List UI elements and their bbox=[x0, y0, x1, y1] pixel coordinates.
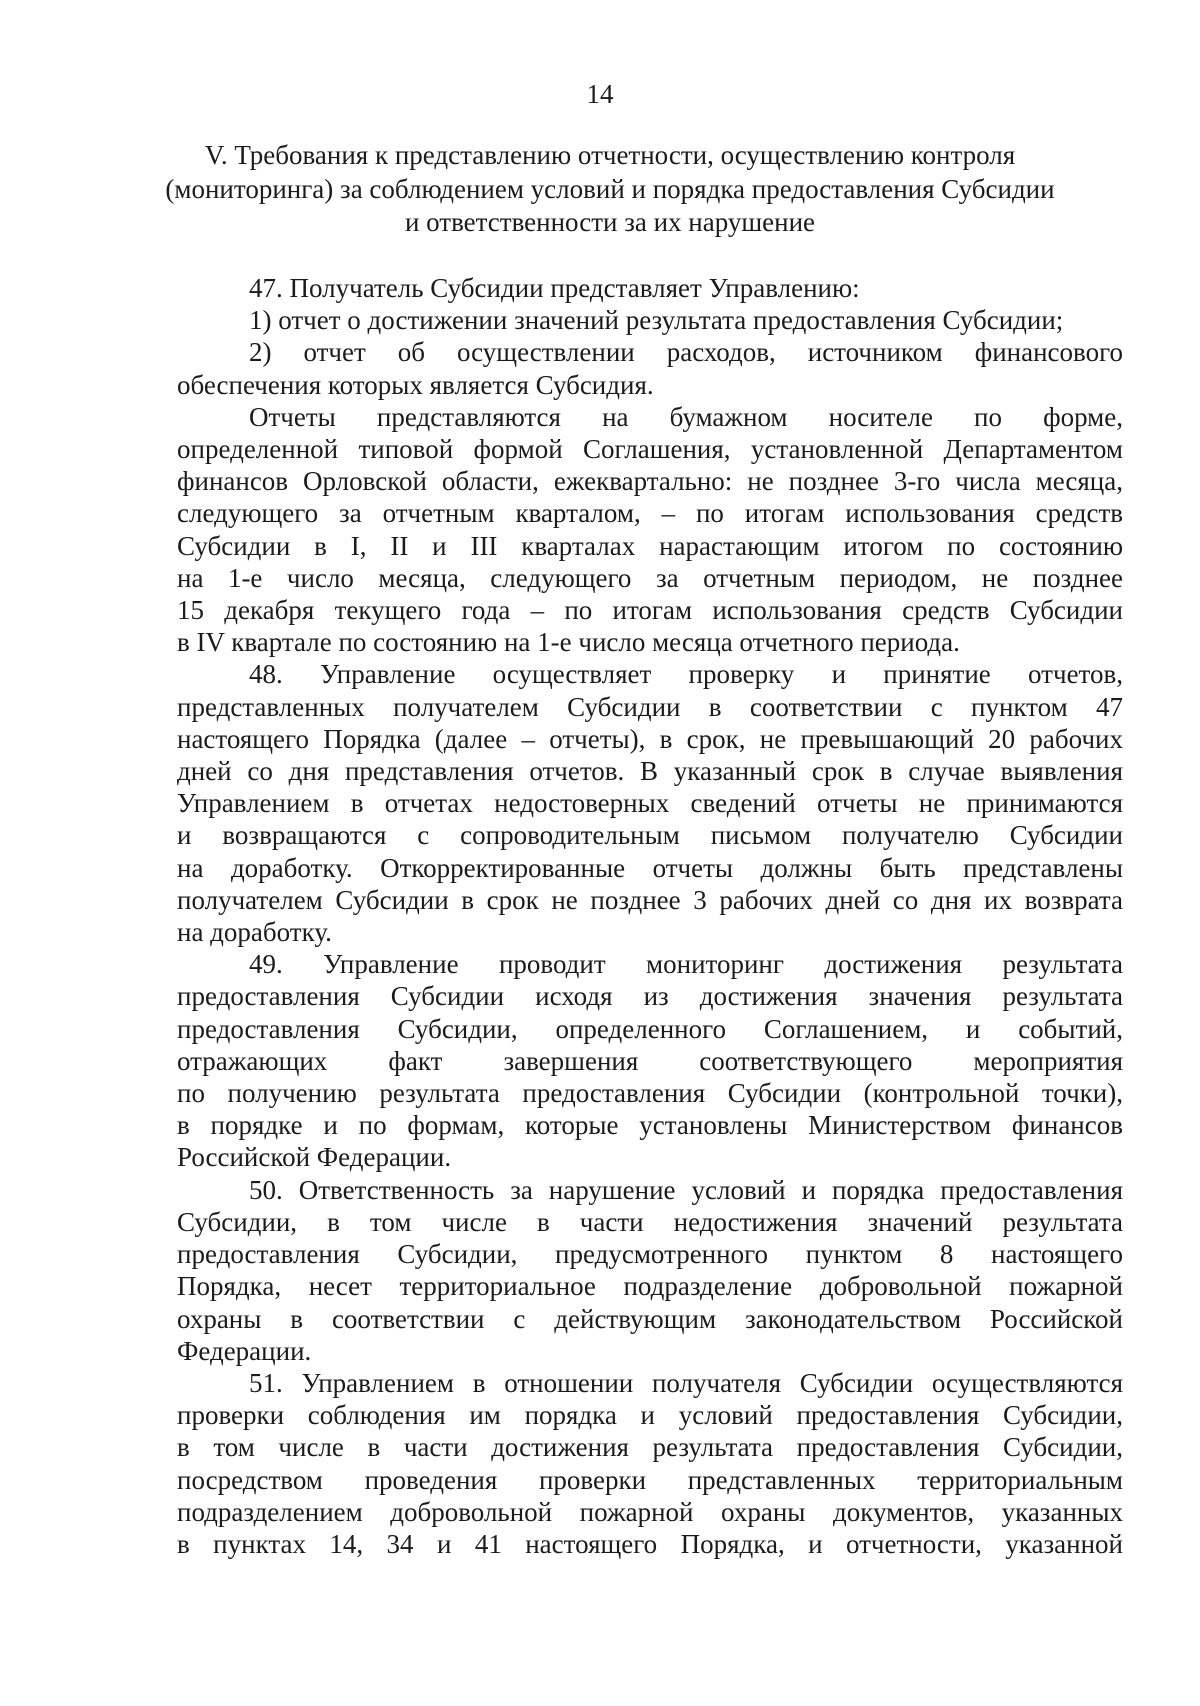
paragraph-47-item-1 bbox=[177, 304, 1123, 336]
page-number: 14 bbox=[586, 79, 614, 109]
paragraph-reports bbox=[177, 401, 1123, 659]
section-heading bbox=[160, 139, 1060, 240]
text-line: 49. Управление проводит мониторинг достижения результата bbox=[249, 949, 1123, 980]
text-line: 50. Ответственность за нарушение условий и порядка предоставления bbox=[249, 1174, 1123, 1205]
text-line: предоставления Субсидии, предусмотренного пунктом 8 настоящего bbox=[177, 1239, 1123, 1270]
text-line: в том числе в части достижения результата предоставления Субсидии, bbox=[177, 1432, 1123, 1463]
text-line: представленных получателем Субсидии в соответствии с пунктом 47 bbox=[177, 691, 1123, 722]
text-line: подразделением добровольной пожарной охраны документов, указанных bbox=[177, 1496, 1123, 1527]
text-line: Субсидии, в том числе в части недостижения значений результата bbox=[177, 1206, 1123, 1237]
text-line: Субсидии в I, II и III кварталах нарастающим итогом по состоянию bbox=[177, 530, 1123, 561]
paragraph-48 bbox=[177, 658, 1123, 948]
text-line: охраны в соответствии с действующим законодательством Российской bbox=[177, 1303, 1123, 1334]
heading-line: и ответственности за их нарушение bbox=[404, 207, 816, 237]
text-line: дней со дня представления отчетов. В указанный срок в случае выявления bbox=[177, 756, 1123, 787]
paragraph-50 bbox=[177, 1174, 1123, 1367]
text-line: настоящего Порядка (далее – отчеты), в срок, не превышающий 20 рабочих bbox=[177, 723, 1123, 754]
text-line: получателем Субсидии в срок не позднее 3 рабочих дней со дня их возврата bbox=[177, 884, 1123, 915]
text-line: и возвращаются с сопроводительным письмом получателю Субсидии bbox=[177, 820, 1123, 851]
text-line: 1) отчет о достижении значений результата предоставления Субсидии; bbox=[249, 305, 1064, 336]
text-line: предоставления Субсидии исходя из достижения значения результата bbox=[177, 981, 1123, 1012]
text-line: Управлением в отчетах недостоверных сведений отчеты не принимаются bbox=[177, 788, 1123, 819]
heading-line: (мониторинга) за соблюдением условий и порядка предоставления Субсидии bbox=[165, 173, 1055, 204]
text-line: предоставления Субсидии, определенного Соглашением, и событий, bbox=[177, 1013, 1123, 1044]
heading-line: V. Требования к представлению отчетности, осуществлению контроля bbox=[204, 140, 1016, 170]
text-line: посредством проведения проверки представленных территориальным bbox=[177, 1464, 1123, 1495]
text-line: на 1-е число месяца, следующего за отчетным периодом, не позднее bbox=[177, 562, 1123, 593]
text-line: финансов Орловской области, ежеквартально: не позднее 3-го числа месяца, bbox=[177, 466, 1123, 497]
paragraph-49 bbox=[177, 948, 1123, 1173]
text-line: в IV квартале по состоянию на 1-е число месяца отчетного периода. bbox=[177, 627, 960, 658]
text-line: проверки соблюдения им порядка и условий предоставления Субсидии, bbox=[177, 1400, 1123, 1431]
text-line: отражающих факт завершения соответствующего мероприятия bbox=[177, 1045, 1123, 1076]
text-line: 48. Управление осуществляет проверку и принятие отчетов, bbox=[249, 659, 1123, 690]
text-line: 15 декабря текущего года – по итогам использования средств Субсидии bbox=[177, 595, 1123, 626]
text-line: по получению результата предоставления Субсидии (контрольной точки), bbox=[177, 1078, 1123, 1109]
text-line: в пунктах 14, 34 и 41 настоящего Порядка, и отчетности, указанной bbox=[177, 1528, 1123, 1559]
paragraph-47 bbox=[177, 272, 1123, 304]
text-line: 51. Управлением в отношении получателя Субсидии осуществляются bbox=[249, 1367, 1123, 1398]
paragraph-51 bbox=[177, 1367, 1123, 1560]
text-line: Федерации. bbox=[177, 1335, 312, 1366]
text-line: Российской Федерации. bbox=[177, 1142, 452, 1173]
text-line: на доработку. bbox=[177, 917, 332, 948]
text-line: в порядке и по формам, которые установлены Министерством финансов bbox=[177, 1110, 1123, 1141]
document-body bbox=[177, 272, 1123, 1560]
text-line: на доработку. Откорректированные отчеты должны быть представлены bbox=[177, 852, 1123, 883]
text-line: 47. Получатель Субсидии представляет Управлению: bbox=[249, 273, 860, 303]
text-line: 2) отчет об осуществлении расходов, источником финансового bbox=[249, 337, 1123, 368]
text-line: определенной типовой формой Соглашения, установленной Департаментом bbox=[177, 434, 1123, 465]
paragraph-47-item-2 bbox=[177, 336, 1123, 400]
text-line: обеспечения которых является Субсидия. bbox=[177, 369, 654, 400]
text-line: Порядка, несет территориальное подразделение добровольной пожарной bbox=[177, 1271, 1123, 1302]
text-line: Отчеты представляются на бумажном носителе по форме, bbox=[249, 401, 1123, 432]
text-line: следующего за отчетным кварталом, – по итогам использования средств bbox=[177, 498, 1123, 529]
